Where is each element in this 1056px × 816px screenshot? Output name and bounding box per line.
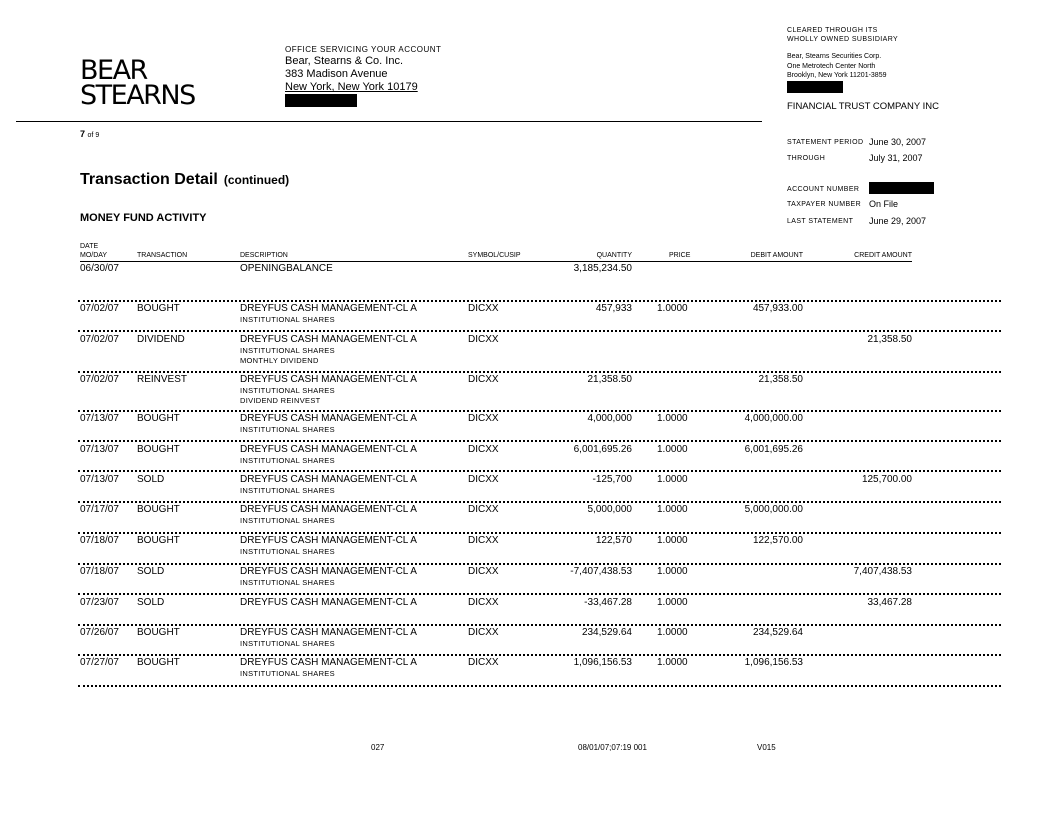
cell-debit: 6,001,695.26	[744, 444, 803, 455]
cell-transaction: BOUGHT	[137, 504, 180, 515]
cell-symbol: DICXX	[468, 597, 499, 608]
cell-debit: 21,358.50	[758, 374, 803, 385]
cell-description-sub1: INSTITUTIONAL SHARES	[240, 578, 335, 587]
through-label: THROUGH	[787, 155, 826, 162]
cell-description: DREYFUS CASH MANAGEMENT-CL A	[240, 504, 417, 515]
cell-quantity: -125,700	[592, 474, 632, 485]
row-separator	[78, 330, 1001, 332]
cell-description-sub1: INSTITUTIONAL SHARES	[240, 639, 335, 648]
row-separator	[78, 501, 1001, 503]
cell-date: 07/17/07	[80, 504, 119, 515]
clearing-street: One Metrotech Center North	[787, 62, 876, 70]
cell-description-sub1: INSTITUTIONAL SHARES	[240, 516, 335, 525]
cell-debit: 234,529.64	[752, 627, 803, 638]
title-continued: (continued)	[223, 173, 290, 187]
taxpayer-value: On File	[869, 199, 899, 209]
cell-debit: 4,000,000.00	[744, 413, 803, 424]
cell-quantity: 122,570	[595, 535, 632, 546]
cell-description-sub1: INSTITUTIONAL SHARES	[240, 456, 335, 465]
cell-price: 1.0000	[657, 413, 688, 424]
clearing-line-1: CLEARED THROUGH ITS	[787, 27, 878, 34]
office-heading: OFFICE SERVICING YOUR ACCOUNT	[285, 45, 442, 54]
page-title	[80, 171, 289, 189]
cell-date: 07/18/07	[80, 535, 119, 546]
office-street: 383 Madison Avenue	[285, 68, 388, 80]
cell-description: DREYFUS CASH MANAGEMENT-CL A	[240, 334, 417, 345]
taxpayer-label: TAXPAYER NUMBER	[787, 201, 862, 208]
cell-debit: 457,933.00	[752, 303, 803, 314]
row-separator	[78, 300, 1001, 302]
cell-symbol: DICXX	[468, 535, 499, 546]
cell-description: DREYFUS CASH MANAGEMENT-CL A	[240, 597, 417, 608]
cell-credit: 7,407,438.53	[853, 566, 912, 577]
cell-description-sub1: INSTITUTIONAL SHARES	[240, 486, 335, 495]
row-separator	[78, 440, 1001, 442]
office-name: Bear, Stearns & Co. Inc.	[285, 55, 404, 67]
col-header-debit: DEBIT AMOUNT	[750, 252, 803, 259]
cell-symbol: DICXX	[468, 334, 499, 345]
cell-quantity: 234,529.64	[581, 627, 632, 638]
cell-price: 1.0000	[657, 627, 688, 638]
cell-quantity: 21,358.50	[587, 374, 632, 385]
cell-quantity: 6,001,695.26	[573, 444, 632, 455]
cell-price: 1.0000	[657, 535, 688, 546]
header-divider	[16, 121, 762, 122]
row-separator	[78, 654, 1001, 656]
page-current: 7	[80, 129, 86, 139]
cell-quantity: 457,933	[595, 303, 632, 314]
cell-description: DREYFUS CASH MANAGEMENT-CL A	[240, 474, 417, 485]
cell-transaction: BOUGHT	[137, 535, 180, 546]
cell-price: 1.0000	[657, 444, 688, 455]
cell-symbol: DICXX	[468, 657, 499, 668]
cell-credit: 21,358.50	[867, 334, 912, 345]
cell-symbol: DICXX	[468, 444, 499, 455]
redaction-bar	[787, 81, 843, 93]
cell-price: 1.0000	[657, 504, 688, 515]
cell-transaction: BOUGHT	[137, 444, 180, 455]
cell-description: DREYFUS CASH MANAGEMENT-CL A	[240, 657, 417, 668]
bear-stearns-logo	[80, 55, 195, 111]
cell-transaction: BOUGHT	[137, 657, 180, 668]
cell-quantity: 3,185,234.50	[573, 263, 632, 274]
cell-date: 07/02/07	[80, 334, 119, 345]
cell-description-sub1: INSTITUTIONAL SHARES	[240, 346, 335, 355]
footer-code: 027	[371, 743, 385, 752]
cell-quantity: 1,096,156.53	[573, 657, 632, 668]
cell-symbol: DICXX	[468, 413, 499, 424]
cell-description-sub1: INSTITUTIONAL SHARES	[240, 386, 335, 395]
cell-description-sub1: INSTITUTIONAL SHARES	[240, 547, 335, 556]
row-separator	[78, 371, 1001, 373]
cell-date: 07/02/07	[80, 374, 119, 385]
cell-description: DREYFUS CASH MANAGEMENT-CL A	[240, 374, 417, 385]
cell-transaction: SOLD	[137, 566, 165, 577]
cell-description: OPENINGBALANCE	[240, 263, 333, 274]
row-separator	[78, 593, 1001, 595]
cell-description-sub1: INSTITUTIONAL SHARES	[240, 315, 335, 324]
cell-description: DREYFUS CASH MANAGEMENT-CL A	[240, 535, 417, 546]
cell-debit: 5,000,000.00	[744, 504, 803, 515]
col-header-description: DESCRIPTION	[240, 252, 288, 259]
cell-transaction: SOLD	[137, 597, 165, 608]
cell-credit: 33,467.28	[867, 597, 912, 608]
clearing-heading	[787, 26, 898, 44]
col-header-date: DATE	[80, 243, 99, 250]
cell-description-sub1: INSTITUTIONAL SHARES	[240, 669, 335, 678]
col-header-quantity: QUANTITY	[596, 252, 632, 259]
cell-price: 1.0000	[657, 303, 688, 314]
row-separator	[78, 685, 1001, 687]
cell-price: 1.0000	[657, 474, 688, 485]
cell-transaction: SOLD	[137, 474, 165, 485]
cell-date: 07/13/07	[80, 444, 119, 455]
logo-line-1: BEAR	[80, 55, 147, 86]
cell-quantity: -7,407,438.53	[570, 566, 632, 577]
cell-description: DREYFUS CASH MANAGEMENT-CL A	[240, 303, 417, 314]
row-separator	[78, 563, 1001, 565]
cell-description: DREYFUS CASH MANAGEMENT-CL A	[240, 566, 417, 577]
cell-date: 07/13/07	[80, 474, 119, 485]
cell-transaction: REINVEST	[137, 374, 188, 385]
cell-transaction: DIVIDEND	[137, 334, 185, 345]
col-header-moday: MO/DAY	[80, 252, 108, 259]
last-statement-label: LAST STATEMENT	[787, 218, 854, 225]
cell-debit: 122,570.00	[752, 535, 803, 546]
clearing-name: Bear, Stearns Securities Corp.	[787, 53, 882, 60]
cell-date: 07/23/07	[80, 597, 119, 608]
page-of: of 9	[87, 132, 100, 139]
cell-date: 06/30/07	[80, 263, 119, 274]
footer-timestamp: 08/01/07;07:19 001	[578, 743, 647, 752]
cell-price: 1.0000	[657, 597, 688, 608]
cell-date: 07/18/07	[80, 566, 119, 577]
client-name: FINANCIAL TRUST COMPANY INC	[787, 101, 940, 112]
col-header-price: PRICE	[669, 252, 691, 259]
title-text: Transaction Detail	[80, 171, 218, 188]
cell-date: 07/02/07	[80, 303, 119, 314]
redaction-bar	[869, 182, 934, 194]
clearing-address	[787, 52, 887, 81]
table-header-rule	[80, 261, 912, 262]
cell-debit: 1,096,156.53	[744, 657, 803, 668]
statement-period-value: June 30, 2007	[869, 137, 927, 147]
cell-description: DREYFUS CASH MANAGEMENT-CL A	[240, 413, 417, 424]
cell-date: 07/27/07	[80, 657, 119, 668]
cell-quantity: 5,000,000	[587, 504, 632, 515]
cell-symbol: DICXX	[468, 374, 499, 385]
cell-credit: 125,700.00	[861, 474, 912, 485]
redaction-bar	[285, 94, 357, 107]
last-statement-value: June 29, 2007	[869, 216, 927, 226]
clearing-line-2: WHOLLY OWNED SUBSIDIARY	[787, 36, 899, 43]
cell-transaction: BOUGHT	[137, 627, 180, 638]
cell-description-sub2: DIVIDEND REINVEST	[240, 396, 321, 405]
account-number-label: ACCOUNT NUMBER	[787, 186, 860, 193]
office-block	[285, 44, 441, 111]
cell-description: DREYFUS CASH MANAGEMENT-CL A	[240, 444, 417, 455]
cell-symbol: DICXX	[468, 566, 499, 577]
cell-price: 1.0000	[657, 566, 688, 577]
cell-price: 1.0000	[657, 657, 688, 668]
cell-transaction: BOUGHT	[137, 303, 180, 314]
cell-date: 07/13/07	[80, 413, 119, 424]
cell-quantity: -33,467.28	[584, 597, 632, 608]
cell-symbol: DICXX	[468, 504, 499, 515]
cell-transaction: BOUGHT	[137, 413, 180, 424]
through-value: July 31, 2007	[869, 153, 923, 163]
cell-description-sub1: INSTITUTIONAL SHARES	[240, 425, 335, 434]
cell-symbol: DICXX	[468, 474, 499, 485]
cell-description: DREYFUS CASH MANAGEMENT-CL A	[240, 627, 417, 638]
clearing-city: Brooklyn, New York 11201-3859	[787, 72, 887, 79]
page-number	[80, 129, 99, 139]
footer-version: V015	[757, 743, 776, 752]
office-city: New York, New York 10179	[285, 81, 418, 93]
cell-symbol: DICXX	[468, 303, 499, 314]
statement-period-label: STATEMENT PERIOD	[787, 139, 864, 146]
row-separator	[78, 410, 1001, 412]
col-header-symbol: SYMBOL/CUSIP	[468, 252, 521, 259]
col-header-transaction: TRANSACTION	[137, 252, 188, 259]
row-separator	[78, 470, 1001, 472]
cell-date: 07/26/07	[80, 627, 119, 638]
cell-quantity: 4,000,000	[587, 413, 632, 424]
col-header-credit: CREDIT AMOUNT	[854, 252, 912, 259]
section-heading: MONEY FUND ACTIVITY	[80, 212, 207, 224]
cell-description-sub2: MONTHLY DIVIDEND	[240, 356, 319, 365]
row-separator	[78, 532, 1001, 534]
cell-symbol: DICXX	[468, 627, 499, 638]
logo-line-2: STEARNS	[80, 80, 195, 111]
row-separator	[78, 624, 1001, 626]
